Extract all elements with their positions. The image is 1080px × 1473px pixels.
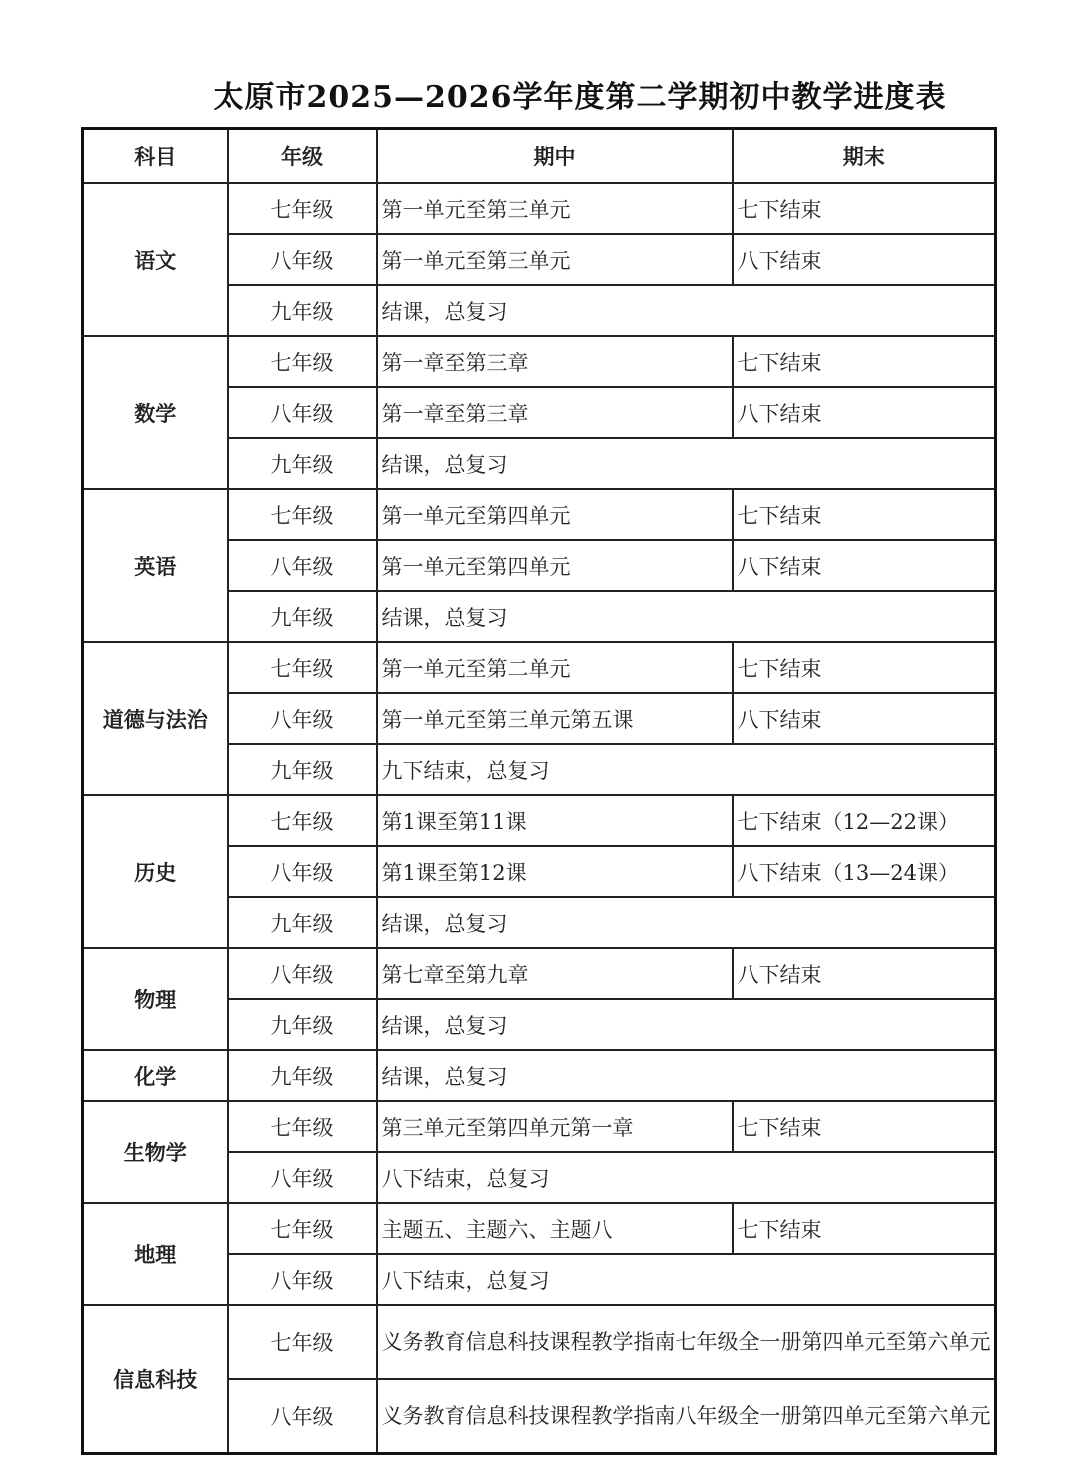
progress-cell: 结课，总复习 <box>377 897 996 948</box>
header-midterm: 期中 <box>377 129 733 184</box>
final-cell: 七下结束 <box>733 642 996 693</box>
grade-cell: 七年级 <box>228 642 377 693</box>
table-row <box>83 336 996 387</box>
grade-cell: 九年级 <box>228 897 377 948</box>
midterm-cell: 第1课至第12课 <box>377 846 733 897</box>
grade-cell: 八年级 <box>228 846 377 897</box>
progress-cell: 结课，总复习 <box>377 285 996 336</box>
final-cell: 七下结束 <box>733 489 996 540</box>
progress-cell: 义务教育信息科技课程教学指南七年级全一册第四单元至第六单元 <box>377 1305 996 1379</box>
grade-cell: 九年级 <box>228 1050 377 1101</box>
grade-cell: 七年级 <box>228 1101 377 1152</box>
table-row <box>83 948 996 999</box>
grade-cell: 七年级 <box>228 489 377 540</box>
grade-cell: 九年级 <box>228 438 377 489</box>
subject-cell: 地理 <box>83 1203 228 1305</box>
subject-cell: 数学 <box>83 336 228 489</box>
midterm-cell: 第一单元至第三单元 <box>377 234 733 285</box>
table-row <box>83 1101 996 1152</box>
grade-cell: 九年级 <box>228 744 377 795</box>
header-subject: 科目 <box>83 129 228 184</box>
final-cell: 七下结束 <box>733 183 996 234</box>
final-cell: 七下结束 <box>733 336 996 387</box>
subject-cell: 生物学 <box>83 1101 228 1203</box>
subject-cell: 历史 <box>83 795 228 948</box>
table-row <box>83 642 996 693</box>
table-row <box>83 183 996 234</box>
grade-cell: 九年级 <box>228 999 377 1050</box>
midterm-cell: 第三单元至第四单元第一章 <box>377 1101 733 1152</box>
midterm-cell: 主题五、主题六、主题八 <box>377 1203 733 1254</box>
progress-cell: 八下结束，总复习 <box>377 1254 996 1305</box>
midterm-cell: 第一单元至第四单元 <box>377 540 733 591</box>
header-grade: 年级 <box>228 129 377 184</box>
grade-cell: 八年级 <box>228 1379 377 1454</box>
midterm-cell: 第一章至第三章 <box>377 387 733 438</box>
grade-cell: 八年级 <box>228 948 377 999</box>
subject-cell: 信息科技 <box>83 1305 228 1454</box>
subject-cell: 物理 <box>83 948 228 1050</box>
subject-cell: 语文 <box>83 183 228 336</box>
schedule-table <box>81 127 997 1455</box>
grade-cell: 七年级 <box>228 183 377 234</box>
final-cell: 七下结束 <box>733 1203 996 1254</box>
page-title: 太原市2025—2026学年度第二学期初中教学进度表 <box>213 80 947 115</box>
progress-cell: 义务教育信息科技课程教学指南八年级全一册第四单元至第六单元 <box>377 1379 996 1454</box>
midterm-cell: 第七章至第九章 <box>377 948 733 999</box>
progress-cell: 结课，总复习 <box>377 999 996 1050</box>
table-row <box>83 795 996 846</box>
subject-cell: 化学 <box>83 1050 228 1101</box>
grade-cell: 七年级 <box>228 1305 377 1379</box>
grade-cell: 九年级 <box>228 285 377 336</box>
final-cell: 八下结束（13—24课） <box>733 846 996 897</box>
final-cell: 八下结束 <box>733 693 996 744</box>
table-row <box>83 1050 996 1101</box>
progress-cell: 九下结束，总复习 <box>377 744 996 795</box>
grade-cell: 八年级 <box>228 693 377 744</box>
grade-cell: 八年级 <box>228 540 377 591</box>
final-cell: 八下结束 <box>733 540 996 591</box>
grade-cell: 七年级 <box>228 336 377 387</box>
midterm-cell: 第一单元至第四单元 <box>377 489 733 540</box>
header-row <box>83 129 996 184</box>
grade-cell: 八年级 <box>228 1152 377 1203</box>
table-row <box>83 1305 996 1379</box>
final-cell: 八下结束 <box>733 948 996 999</box>
table-row <box>83 489 996 540</box>
grade-cell: 七年级 <box>228 795 377 846</box>
grade-cell: 七年级 <box>228 1203 377 1254</box>
midterm-cell: 第一单元至第三单元第五课 <box>377 693 733 744</box>
progress-cell: 八下结束，总复习 <box>377 1152 996 1203</box>
midterm-cell: 第一章至第三章 <box>377 336 733 387</box>
final-cell: 七下结束（12—22课） <box>733 795 996 846</box>
midterm-cell: 第一单元至第三单元 <box>377 183 733 234</box>
grade-cell: 九年级 <box>228 591 377 642</box>
table-row <box>83 1203 996 1254</box>
grade-cell: 八年级 <box>228 1254 377 1305</box>
midterm-cell: 第1课至第11课 <box>377 795 733 846</box>
midterm-cell: 第一单元至第二单元 <box>377 642 733 693</box>
subject-cell: 英语 <box>83 489 228 642</box>
final-cell: 七下结束 <box>733 1101 996 1152</box>
grade-cell: 八年级 <box>228 234 377 285</box>
progress-cell: 结课，总复习 <box>377 591 996 642</box>
final-cell: 八下结束 <box>733 234 996 285</box>
progress-cell: 结课，总复习 <box>377 1050 996 1101</box>
grade-cell: 八年级 <box>228 387 377 438</box>
final-cell: 八下结束 <box>733 387 996 438</box>
progress-cell: 结课，总复习 <box>377 438 996 489</box>
header-final: 期末 <box>733 129 996 184</box>
subject-cell: 道德与法治 <box>83 642 228 795</box>
